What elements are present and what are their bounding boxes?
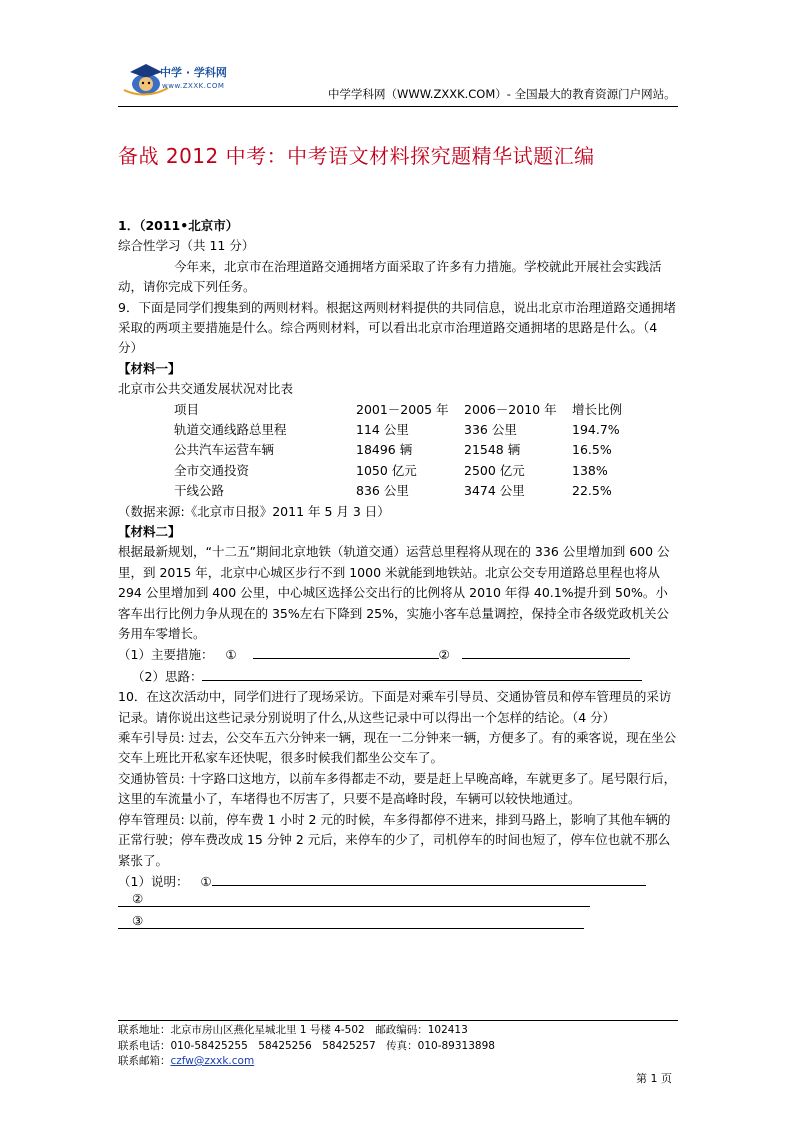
interview-record: 乘车引导员: 过去，公交车五六分钟来一辆，现在一二分钟来一辆，方便多了。有的乘客说，现在坐公交车上班比开私家车还快呢，很多时候我们都坐公交车了。 xyxy=(118,730,677,766)
footer-email-line xyxy=(118,1054,495,1070)
table-title: 北京市公共交通发展状况对比表 xyxy=(118,381,294,397)
answer-marker: ② xyxy=(438,647,450,663)
header-divider xyxy=(118,106,678,107)
answer-blank[interactable] xyxy=(118,892,590,907)
table-cell: 836 公里 xyxy=(356,483,409,499)
footer-address: 联系地址：北京市房山区燕化星城北里 1 号楼 4-502 邮政编码：102413 xyxy=(118,1024,468,1036)
material-1-label: 【材料一】 xyxy=(118,360,181,376)
table-cell: 轨道交通线路总里程 xyxy=(174,422,287,438)
material-2-text: 根据最新规划，“十二五”期间北京地铁（轨道交通）运营总里程将从现在的 336 公里增加到 600 公里，到 2015 年，北京中心城区步行不到 1000 米就能到地铁站。北京公交专用道路总里程也将从 294 公里增加到 400 公里，中心城区选择公交出行的比例将从 2010 年得 40.1%提升到 50%。小客车出行比例力争从现在的 35%左右下降到 25%，实施小客车总量调控，保持全市各级党政机关公务用车零增长。 xyxy=(118,544,670,642)
table-cell: 3474 公里 xyxy=(464,483,525,499)
table-cell: 公共汽车运营车辆 xyxy=(174,442,275,458)
table-header-cell: 2006－2010 年 xyxy=(464,401,557,417)
table-cell: 138% xyxy=(572,462,608,478)
answer-blank[interactable] xyxy=(202,666,642,681)
table-header-cell: 2001－2005 年 xyxy=(356,401,449,417)
question-9: 9．下面是同学们搜集到的两则材料。根据这两则材料提供的共同信息，说出北京市治理道路交通拥堵采取的两项主要措施是什么。综合两则材料，可以看出北京市治理道路交通拥堵的思路是什么。（4 分） xyxy=(118,299,676,356)
document-body xyxy=(118,216,678,935)
table-cell: 1050 亿元 xyxy=(356,462,417,478)
answer-1-label: （1）主要措施： xyxy=(118,647,214,663)
table-cell: 2500 亿元 xyxy=(464,462,525,478)
table-cell: 21548 辆 xyxy=(464,442,521,458)
page-number: 第 1 页 xyxy=(636,1072,672,1085)
intro-paragraph: 今年来，北京市在治理道路交通拥堵方面采取了许多有力措施。学校就此开展社会实践活动，请你完成下列任务。 xyxy=(118,258,662,295)
answer-marker: ③ xyxy=(132,912,144,928)
table-cell: 194.7% xyxy=(572,422,620,438)
site-slogan: 中学学科网（WWW.ZXXK.COM）- 全国最大的教育资源门户网站。 xyxy=(328,87,676,101)
question-heading: 1．（2011•北京市） xyxy=(118,218,239,233)
table-row xyxy=(174,420,678,440)
answer-marker: ① xyxy=(225,647,237,663)
material-2-label: 【材料二】 xyxy=(118,524,181,540)
footer-phone: 联系电话：010-58425255 58425256 58425257 传真：010-89313898 xyxy=(118,1039,495,1052)
table-cell: 336 公里 xyxy=(464,422,517,438)
table-row xyxy=(174,481,678,501)
answer-blank[interactable] xyxy=(462,644,630,659)
footer-email-label: 联系邮箱： xyxy=(118,1055,171,1067)
question-10: 10．在这次活动中，同学们进行了现场采访。下面是对乘车引导员、交通协管员和停车管理员的采访记录。请你说出这些记录分别说明了什么,从这些记录中可以得出一个怎样的结论。（4 分） xyxy=(118,689,672,725)
footer-divider xyxy=(118,1020,678,1021)
explain-line-3 xyxy=(118,914,678,935)
table-cell: 全市交通投资 xyxy=(174,462,250,478)
answer-blank[interactable] xyxy=(118,914,584,929)
answer-marker: ① xyxy=(200,873,212,889)
table-header-row xyxy=(174,400,678,420)
table-header-cell: 增长比例 xyxy=(572,401,623,417)
answer-marker: ② xyxy=(132,891,144,907)
explain-line-1 xyxy=(118,871,678,892)
footer xyxy=(118,1023,495,1070)
logo-text: 中学 · 学科网 xyxy=(160,66,227,79)
comparison-table xyxy=(174,400,678,502)
explain-label: （1）说明： xyxy=(118,873,189,889)
interview-record: 交通协管员: 十字路口这地方，以前车多得都走不动，要是赶上早晚高峰，车就更多了。尾号限行后，这里的车流量小了，车堵得也不厉害了，只要不是高峰时段，车辆可以较快地通过。 xyxy=(118,770,677,807)
table-row xyxy=(174,461,678,481)
table-cell: 干线公路 xyxy=(174,483,225,499)
table-cell: 22.5% xyxy=(572,483,612,499)
page-title: 备战 2012 中考：中考语文材料探究题精华试题汇编 xyxy=(118,144,595,168)
table-header-cell: 项目 xyxy=(174,401,200,417)
logo-url: www.ZXXK.COM xyxy=(162,82,225,90)
interview-record: 停车管理员: 以前，停车费 1 小时 2 元的时候，车多得都停不进来，排到马路上，影响了其他车辆的正常行驶；停车费改成 15 分钟 2 元后，来停车的少了，司机停车的时间也短了，停车位也就不那么紧张了。 xyxy=(118,811,671,868)
table-cell: 114 公里 xyxy=(356,422,409,438)
table-cell: 16.5% xyxy=(572,442,612,458)
table-row xyxy=(174,440,678,460)
table-cell: 18496 辆 xyxy=(356,442,413,458)
explain-line-2 xyxy=(118,892,678,913)
answer-blank[interactable] xyxy=(212,871,646,886)
answer-2-label: （2）思路： xyxy=(132,668,203,684)
email-link[interactable]: czfw@zxxk.com xyxy=(170,1055,255,1067)
answer-1-line xyxy=(118,644,678,665)
data-source: （数据来源:《北京市日报》2011 年 5 月 3 日） xyxy=(118,503,390,519)
answer-blank[interactable] xyxy=(253,644,439,659)
answer-2-line xyxy=(118,666,678,687)
section-subtitle: 综合性学习（共 11 分） xyxy=(118,238,255,254)
